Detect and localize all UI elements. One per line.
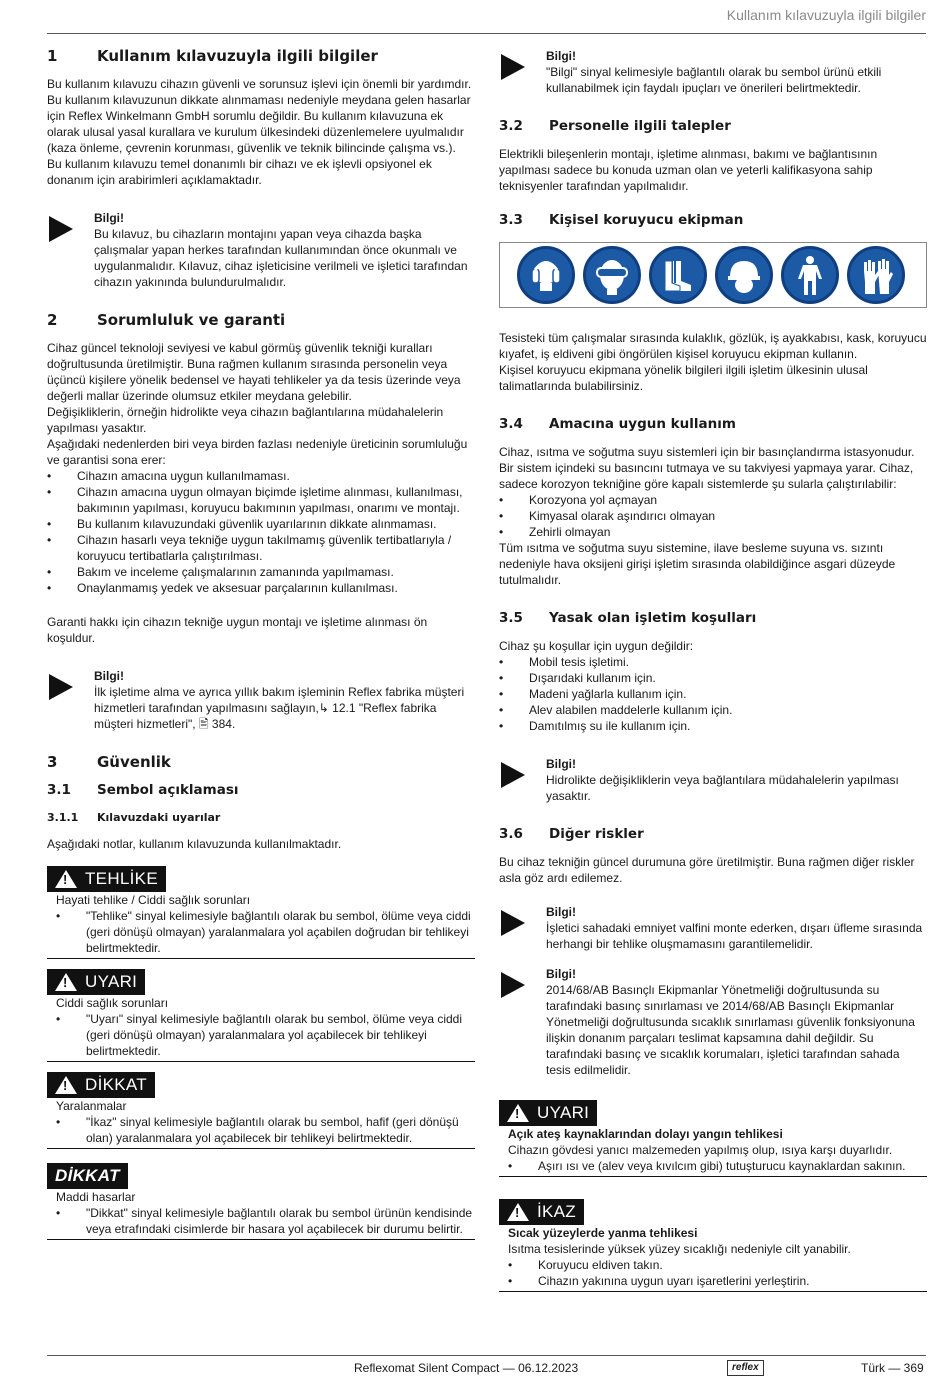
section-3-2-heading: 3.2 Personelle ilgili talepler [499, 118, 731, 134]
helmet-icon [715, 246, 773, 304]
paragraph: Bu cihaz tekniğin güncel durumuna göre üretilmiştir. Buna rağmen diğer riskler asla göz ardı edilemez. [499, 855, 915, 885]
danger-badge: ! TEHLİKE [47, 866, 166, 892]
protective-clothing-icon [781, 246, 839, 304]
list-item: • Kimyasal olarak aşındırıcı olmayan [499, 509, 716, 523]
section-3-1-1-heading: 3.1.1 Kılavuzdaki uyarılar [47, 811, 221, 824]
notice-badge: DİKKAT [47, 1163, 128, 1189]
safety-boots-icon [649, 246, 707, 304]
list-item: • Bakım ve inceleme çalışmalarının zamanında yapılmaması. [47, 565, 394, 579]
note-title: Bilgi! [546, 49, 576, 63]
caution-badge: ! DİKKAT [47, 1072, 155, 1098]
warning-subtitle: Ciddi sağlık sorunları [56, 996, 169, 1010]
info-note [499, 48, 927, 96]
section-3-6-heading: 3.6 Diğer riskler [499, 826, 644, 842]
note-text: 2014/68/AB Basınçlı Ekipmanlar Yönetmeliği doğrultusunda su tarafındaki basınç sınırlaması ve 2014/68/AB Basınçlı Ekipmanlar Yönetmeliği doğrultusunda sıcaklık sınırlaması güvenlik fonksiyonuna ilişkin donanım parçaları teslimat kapsamına dahil değildir. Su tarafındaki basınç ve sıcaklık korumaları, işletici tarafından sahada tesis edilmelidir. [546, 983, 915, 1077]
list-item: • Alev alabilen maddelerle kullanım için. [499, 703, 733, 717]
info-note [499, 904, 927, 952]
section-3-4-heading: 3.4 Amacına uygun kullanım [499, 416, 736, 432]
section-title: Sorumluluk ve garanti [97, 311, 286, 329]
list-item: • Cihazın hasarlı veya tekniğe uygun takılmamış güvenlik tertibatlarıyla / koruyucu tertibatlarla çalıştırılması. [47, 533, 452, 563]
warning-triangle-icon [507, 1104, 529, 1122]
note-text: İlk işletime alma ve ayrıca yıllık bakım işleminin Reflex fabrika müşteri hizmetleri tarafından yapılmasını sağlayın,↳ 12.1 "Reflex fabrika müşteri hizmetleri", 🖹 384. [94, 685, 465, 731]
right-column [499, 48, 927, 1292]
warning-badge: ! UYARI [47, 969, 145, 995]
section-1-heading [47, 48, 475, 64]
section-3-1-heading: 3.1 Sembol açıklaması [47, 782, 239, 798]
note-title: Bilgi! [546, 757, 576, 771]
bullet-list [47, 468, 475, 596]
list-item: • "Uyarı" sinyal kelimesiyle bağlantılı olarak bu sembol, ölüme veya ciddi (geri dönüşü olmayan) yaralanmalara yol açabilecek bir tehlikeyi belirtmektedir. [56, 1012, 463, 1058]
paragraph: Tüm ısıtma ve soğutma suyu sistemine, ilave besleme suyuna vs. sızıntı nedeniyle hava oksijeni girişi işletim sırasında olabildiğince asgari düzeyde tutulmalıdır. [499, 541, 896, 587]
warning-subtitle: Maddi hasarlar [56, 1190, 136, 1204]
list-item: • Madeni yağlarla kullanım için. [499, 687, 687, 701]
paragraph: Garanti hakkı için cihazın tekniğe uygun montajı ve işletime alınması ön koşuldur. [47, 615, 428, 645]
list-item: • "İkaz" sinyal kelimesiyle bağlantılı olarak bu sembol, hafif (geri dönüşü olan) yaralanmalara yol açabilecek bir tehlikeyi belirtmektedir. [56, 1115, 459, 1145]
note-text: Hidrolikte değişikliklerin veya bağlantılara müdahalelerin yapılması yasaktır. [546, 773, 899, 803]
left-column [47, 48, 475, 1240]
paragraph: Aşağıdaki notlar, kullanım kılavuzunda kullanılmaktadır. [47, 837, 342, 851]
fire-warning-block [499, 1100, 927, 1177]
warning-title: Açık ateş kaynaklarından dolayı yangın tehlikesi [508, 1127, 783, 1141]
arrow-right-icon [501, 972, 525, 998]
section-2-heading [47, 312, 475, 328]
paragraph: Bu kullanım kılavuzu temel donanımlı bir cihazı ve ek işlevli opsiyonel ek donanım için arabirimleri açıklamaktadır. [47, 157, 432, 187]
paragraph: Elektrikli bileşenlerin montajı, işletime alınması, bakımı ve bağlantısının yapılması sadece bu konuda uzman olan ve yeterli kalifikasyona sahip teknisyenler tarafından yapılmalıdır. [499, 147, 878, 193]
paragraph: Aşağıdaki nedenlerden biri veya birden fazlası nedeniyle üreticinin sorumluluğu ve garantisi sona erer: [47, 437, 468, 467]
caution-badge: ! İKAZ [499, 1199, 584, 1225]
warning-badge: ! UYARI [499, 1100, 597, 1126]
paragraph: Değişikliklerin, örneğin hidrolikte veya cihazın bağlantılarına müdahalelerin yapılması yasaktır. [47, 405, 444, 435]
note-title: Bilgi! [546, 905, 576, 919]
list-item: • "Tehlike" sinyal kelimesiyle bağlantılı olarak bu sembol, ölüme veya ciddi (geri dönüşü olmayan) yaralanmalara yol açabilen doğrudan bir tehlikeyi belirtmektedir. [56, 909, 471, 955]
info-note [47, 210, 475, 290]
arrow-right-icon [501, 54, 525, 80]
section-3-5-heading: 3.5 Yasak olan işletim koşulları [499, 610, 757, 626]
info-note [499, 966, 927, 1078]
burn-warning-block [499, 1199, 927, 1292]
section-number: 1 [47, 47, 58, 65]
arrow-right-icon [501, 762, 525, 788]
note-text: Bu kılavuz, bu cihazların montajını yapan veya cihazda başka çalışmalar yapan herkes tarafından kullanımından önce okunmalı ve uygulanmalıdır. Kılavuz, cihaz işleticisine verilmeli ve işletici tarafından cihazın yakınında bulundurulmalıdır. [94, 227, 468, 289]
paragraph: Tesisteki tüm çalışmalar sırasında kulaklık, gözlük, iş ayakkabısı, kask, koruyucu kıyafet, iş eldiveni gibi öngörülen kişisel koruyucu ekipman kullanın. [499, 331, 927, 361]
warning-triangle-icon [55, 1076, 77, 1094]
list-item: • Koruyucu eldiven takın. [508, 1258, 663, 1272]
warning-triangle-icon [55, 973, 77, 991]
footer-document-title: Reflexomat Silent Compact — 06.12.2023 [354, 1361, 579, 1375]
ppe-icons-panel [499, 242, 927, 308]
ear-protection-icon [517, 246, 575, 304]
list-item: • "Dikkat" sinyal kelimesiyle bağlantılı olarak bu sembol ürünün kendisinde veya etrafındaki cisimlerde bir hasara yol açabilecek bir durumu belirtir. [56, 1206, 473, 1236]
paragraph: Bu kullanım kılavuzu cihazın güvenli ve sorunsuz işlevi için önemli bir yardımdır. Bu kullanım kılavuzunun dikkate alınmaması nedeniyle meydana gelen hasarlar için Reflex Winkelmann GmbH sorumlu değildir. Bu kullanım kılavuzuna ek olarak ulusal yasal kurallara ve kurulum ülkesindeki düzenlemelere uyulmalıdır (kaza önleme, çevrenin korunması, güvenlik ve teknik bilincinde çalışma vs.). [47, 77, 472, 155]
list-item: • Aşırı ısı ve (alev veya kıvılcım gibi) tutuşturucu kaynaklardan sakının. [508, 1159, 906, 1173]
arrow-right-icon [501, 910, 525, 936]
caution-block [47, 1072, 475, 1149]
list-item: • Mobil tesis işletimi. [499, 655, 630, 669]
arrow-right-icon [49, 216, 73, 242]
bullet-list [499, 654, 927, 734]
section-3-3-heading: 3.3 Kişisel koruyucu ekipman [499, 212, 744, 228]
list-item: • Korozyona yol açmayan [499, 493, 658, 507]
footer-rule [47, 1355, 926, 1356]
warning-subtitle: Hayati tehlike / Ciddi sağlık sorunları [56, 893, 251, 907]
header-title: Kullanım kılavuzuyla ilgili bilgiler [726, 7, 926, 23]
bullet-list [499, 492, 927, 540]
danger-warning [47, 866, 475, 959]
list-item: • Damıtılmış su ile kullanım için. [499, 719, 691, 733]
warning-title: Sıcak yüzeylerde yanma tehlikesi [508, 1226, 698, 1240]
arrow-right-icon [49, 674, 73, 700]
list-item: • Zehirli olmayan [499, 525, 611, 539]
warning-text: Cihazın gövdesi yanıcı malzemeden yapılmış olup, ısıya karşı duyarlıdır. [508, 1143, 893, 1157]
note-text: İşletici sahadaki emniyet valfini monte ederken, dışarı üfleme sırasında herhangi bir tehlike oluşmamasını garantilemelidir. [546, 921, 923, 951]
warning-triangle-icon [55, 870, 77, 888]
paragraph: Kişisel koruyucu ekipmana yönelik bilgileri ilgili işletim ülkesinin ulusal talimatlarında bulabilirsiniz. [499, 363, 868, 393]
list-item: • Bu kullanım kılavuzundaki güvenlik uyarılarının dikkate alınmaması. [47, 517, 437, 531]
goggles-icon [583, 246, 641, 304]
warning-block [47, 969, 475, 1062]
reflex-logo: reflex [727, 1360, 764, 1376]
gloves-icon [847, 246, 905, 304]
list-item: • Onaylanmamış yedek ve aksesuar parçalarının kullanılması. [47, 581, 398, 595]
paragraph: Cihaz, ısıtma ve soğutma suyu sistemleri için bir basınçlandırma istasyonudur. Bir sistem içindeki su basıncını tutmaya ve su takviyesi yapmaya yarar. Cihaz, sadece korozyon tekniğine göre kapalı sistemlerde şu sularla çalıştırılabilir: [499, 445, 915, 491]
list-item: • Cihazın amacına uygun olmayan biçimde işletime alınması, kullanılması, bakımının yapılması, koruyucu bakımının yapılması, onarımı ve montajı. [47, 485, 463, 515]
info-note [499, 756, 927, 804]
paragraph: Cihaz güncel teknoloji seviyesi ve kabul görmüş güvenlik tekniği kuralları doğrultusunda üretilmiştir. Buna rağmen kullanım sırasında personelin veya üçüncü kişilere yönelik bedensel ve hayati tehlikeler ya da tesis üzerinde veya değerli mallar üzerinde olumsuz etkiler meydana gelebilir. [47, 341, 461, 403]
section-number: 2 [47, 311, 58, 329]
warning-text: Isıtma tesislerinde yüksek yüzey sıcaklığı nedeniyle cilt yanabilir. [508, 1242, 851, 1256]
info-note [47, 668, 475, 732]
note-title: Bilgi! [546, 967, 576, 981]
warning-triangle-icon [507, 1203, 529, 1221]
note-title: Bilgi! [94, 669, 124, 683]
header-rule [47, 33, 926, 34]
footer-page-number: Türk — 369 [861, 1361, 924, 1375]
list-item: • Cihazın yakınına uygun uyarı işaretlerini yerleştirin. [508, 1274, 810, 1288]
section-3-heading: 3 Güvenlik [47, 753, 171, 771]
warning-subtitle: Yaralanmalar [56, 1099, 127, 1113]
paragraph: Cihaz şu koşullar için uygun değildir: [499, 639, 694, 653]
list-item: • Cihazın amacına uygun kullanılmaması. [47, 469, 290, 483]
list-item: • Dışarıdaki kullanım için. [499, 671, 656, 685]
section-title: Kullanım kılavuzuyla ilgili bilgiler [97, 47, 378, 65]
notice-block [47, 1163, 475, 1240]
note-title: Bilgi! [94, 211, 124, 225]
note-text: "Bilgi" sinyal kelimesiyle bağlantılı olarak bu sembol ürünü etkili kullanabilmek için faydalı ipuçları ve önerileri belirtmektedir. [546, 65, 882, 95]
